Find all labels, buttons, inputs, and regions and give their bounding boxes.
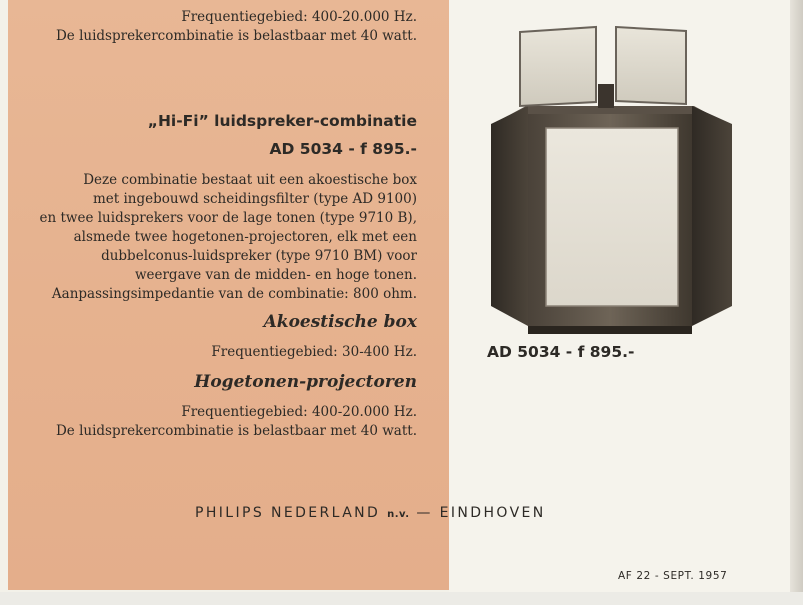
company-name: PHILIPS NEDERLAND (195, 505, 381, 521)
speaker-cabinet-photo (486, 24, 734, 336)
top-load-line: De luidsprekercombinatie is belastbaar met 40 watt. (55, 28, 417, 44)
footer-separator: — (416, 505, 433, 521)
date-code: AF 22 - SEPT. 1957 (618, 570, 728, 582)
page-edge (790, 0, 803, 605)
combination-title: „Hi-Fi” luidspreker-combinatie (147, 112, 417, 130)
company-suffix: n.v. (387, 509, 410, 520)
description-line: met ingebouwd scheidingsfilter (type AD 9100) (92, 191, 417, 207)
description-line: Aanpassingsimpedantie van de combinatie: 800 ohm. (51, 286, 417, 302)
projectors-title: Hogetonen-projectoren (194, 372, 417, 392)
description-line: dubbelconus-luidspreker (type 9710 BM) voor (101, 248, 417, 264)
description-line: alsmede twee hogetonen-projectoren, elk met een (73, 229, 417, 245)
description-line: Deze combinatie bestaat uit een akoestische box (83, 172, 417, 188)
image-caption-price: AD 5034 - f 895.- (487, 343, 635, 361)
company-footer (195, 505, 546, 521)
description-line: weergave van de midden- en hoge tonen. (134, 267, 417, 283)
company-city: EINDHOVEN (439, 505, 546, 521)
combination-model-price: AD 5034 - f 895.- (269, 140, 417, 158)
acoustic-box-freq: Frequentiegebied: 30-400 Hz. (211, 344, 417, 360)
acoustic-box-title: Akoestische box (263, 312, 417, 332)
projectors-load: De luidsprekercombinatie is belastbaar met 40 watt. (55, 423, 417, 439)
description-line: en twee luidsprekers voor de lage tonen (type 9710 B), (39, 210, 417, 226)
top-freq-line: Frequentiegebied: 400-20.000 Hz. (181, 9, 417, 25)
page-bottom-edge (0, 592, 803, 605)
projectors-freq: Frequentiegebied: 400-20.000 Hz. (181, 404, 417, 420)
